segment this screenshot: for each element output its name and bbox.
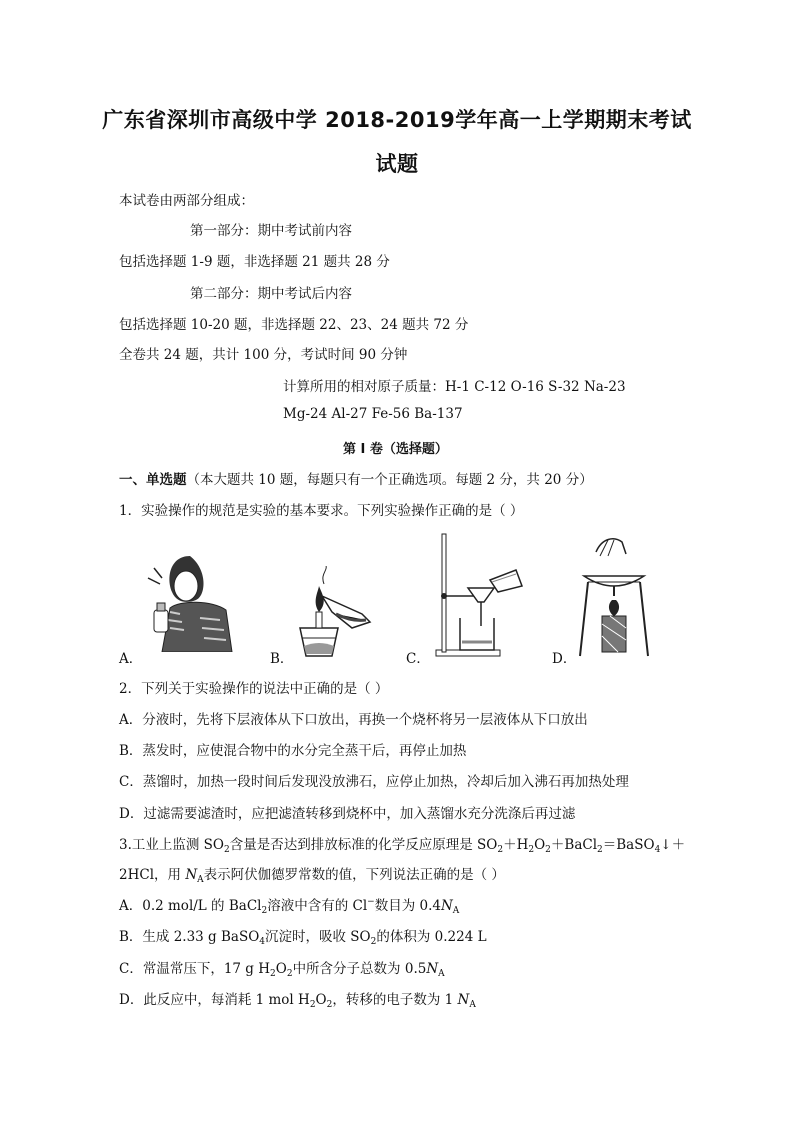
- figure-c-filtration-stand: [432, 530, 528, 658]
- q1-stem: 1．实验操作的规范是实验的基本要求。下列实验操作正确的是（ ）: [119, 503, 524, 519]
- q1-option-a-label: A．: [119, 651, 143, 667]
- page-title-line1: 广东省深圳市高级中学 2018-2019学年高一上学期期末考试: [102, 108, 692, 132]
- figure-a-student-illustration: [140, 548, 240, 652]
- intro-part1-detail: 包括选择题 1-9 题，非选择题 21 题共 28 分: [119, 254, 390, 270]
- intro-part2: 第二部分：期中考试后内容: [190, 286, 352, 302]
- q1-option-d-label: D．: [552, 651, 577, 667]
- figure-d-evaporation-tripod: [574, 530, 654, 660]
- q3-option-a: A．0.2 mol/L 的 BaCl$_2$溶液中含有的 Cl−数目为 $0.4N_A$: [119, 897, 460, 916]
- q2-stem: 2．下列关于实验操作的说法中正确的是（ ）: [119, 681, 389, 697]
- q1-option-c-label: C．: [406, 651, 430, 667]
- q2-option-c: C．蒸馏时，加热一段时间后发现没放沸石，应停止加热，冷却后加入沸石再加热处理: [119, 774, 629, 790]
- q2-option-a: A．分液时，先将下层液体从下口放出，再换一个烧杯将另一层液体从下口放出: [119, 712, 588, 728]
- atomic-mass-line2: Mg-24 Al-27 Fe-56 Ba-137: [283, 406, 463, 422]
- section-heading-label: 一、单选题: [119, 472, 187, 488]
- q3-stem-line2: 2HCl，用 $N_A$表示阿伏伽德罗常数的值，下列说法正确的是（ ）: [119, 867, 505, 885]
- intro-composition: 本试卷由两部分组成：: [119, 193, 254, 209]
- q3-option-b: B．生成 2.33 g BaSO$_4$沉淀时，吸收 $SO_2$的体积为 0.224 L: [119, 929, 487, 947]
- intro-part1: 第一部分：期中考试前内容: [190, 223, 352, 239]
- q2-option-b: B．蒸发时，应使混合物中的水分完全蒸干后，再停止加热: [119, 743, 467, 759]
- volume-title: 第 I 卷（选择题）: [343, 442, 448, 457]
- section-heading: [119, 468, 593, 488]
- section-heading-text: （本大题共 10 题，每题只有一个正确选项。每题 2 分，共 20 分）: [186, 472, 593, 488]
- q1-option-b-label: B．: [270, 651, 294, 667]
- q2-option-d: D．过滤需要滤渣时，应把滤渣转移到烧杯中，加入蒸馏水充分洗涤后再过滤: [119, 806, 576, 822]
- q3-stem-line1: 3.工业上监测 $SO_2$含量是否达到排放标准的化学反应原理是 $SO_2+H_2O_2+BaCl_2=BaSO_4↓+$: [119, 837, 686, 855]
- intro-part2-detail: 包括选择题 10-20 题，非选择题 22、23、24 题共 72 分: [119, 317, 469, 333]
- q3-option-d: D．此反应中，每消耗 1 mol $H_2O_2$，转移的电子数为 1 $N_A$: [119, 992, 476, 1010]
- page-title-line2: 试题: [375, 152, 419, 176]
- atomic-mass-line1: 计算所用的相对原子质量：H-1 C-12 O-16 S-32 Na-23: [283, 379, 626, 395]
- figure-b-alcohol-lamp: [292, 566, 378, 658]
- q3-option-c: C．常温常压下，17 g $H_2O_2$中所含分子总数为 $0.5N_A$: [119, 961, 445, 979]
- intro-total: 全卷共 24 题，共计 100 分，考试时间 90 分钟: [119, 347, 408, 363]
